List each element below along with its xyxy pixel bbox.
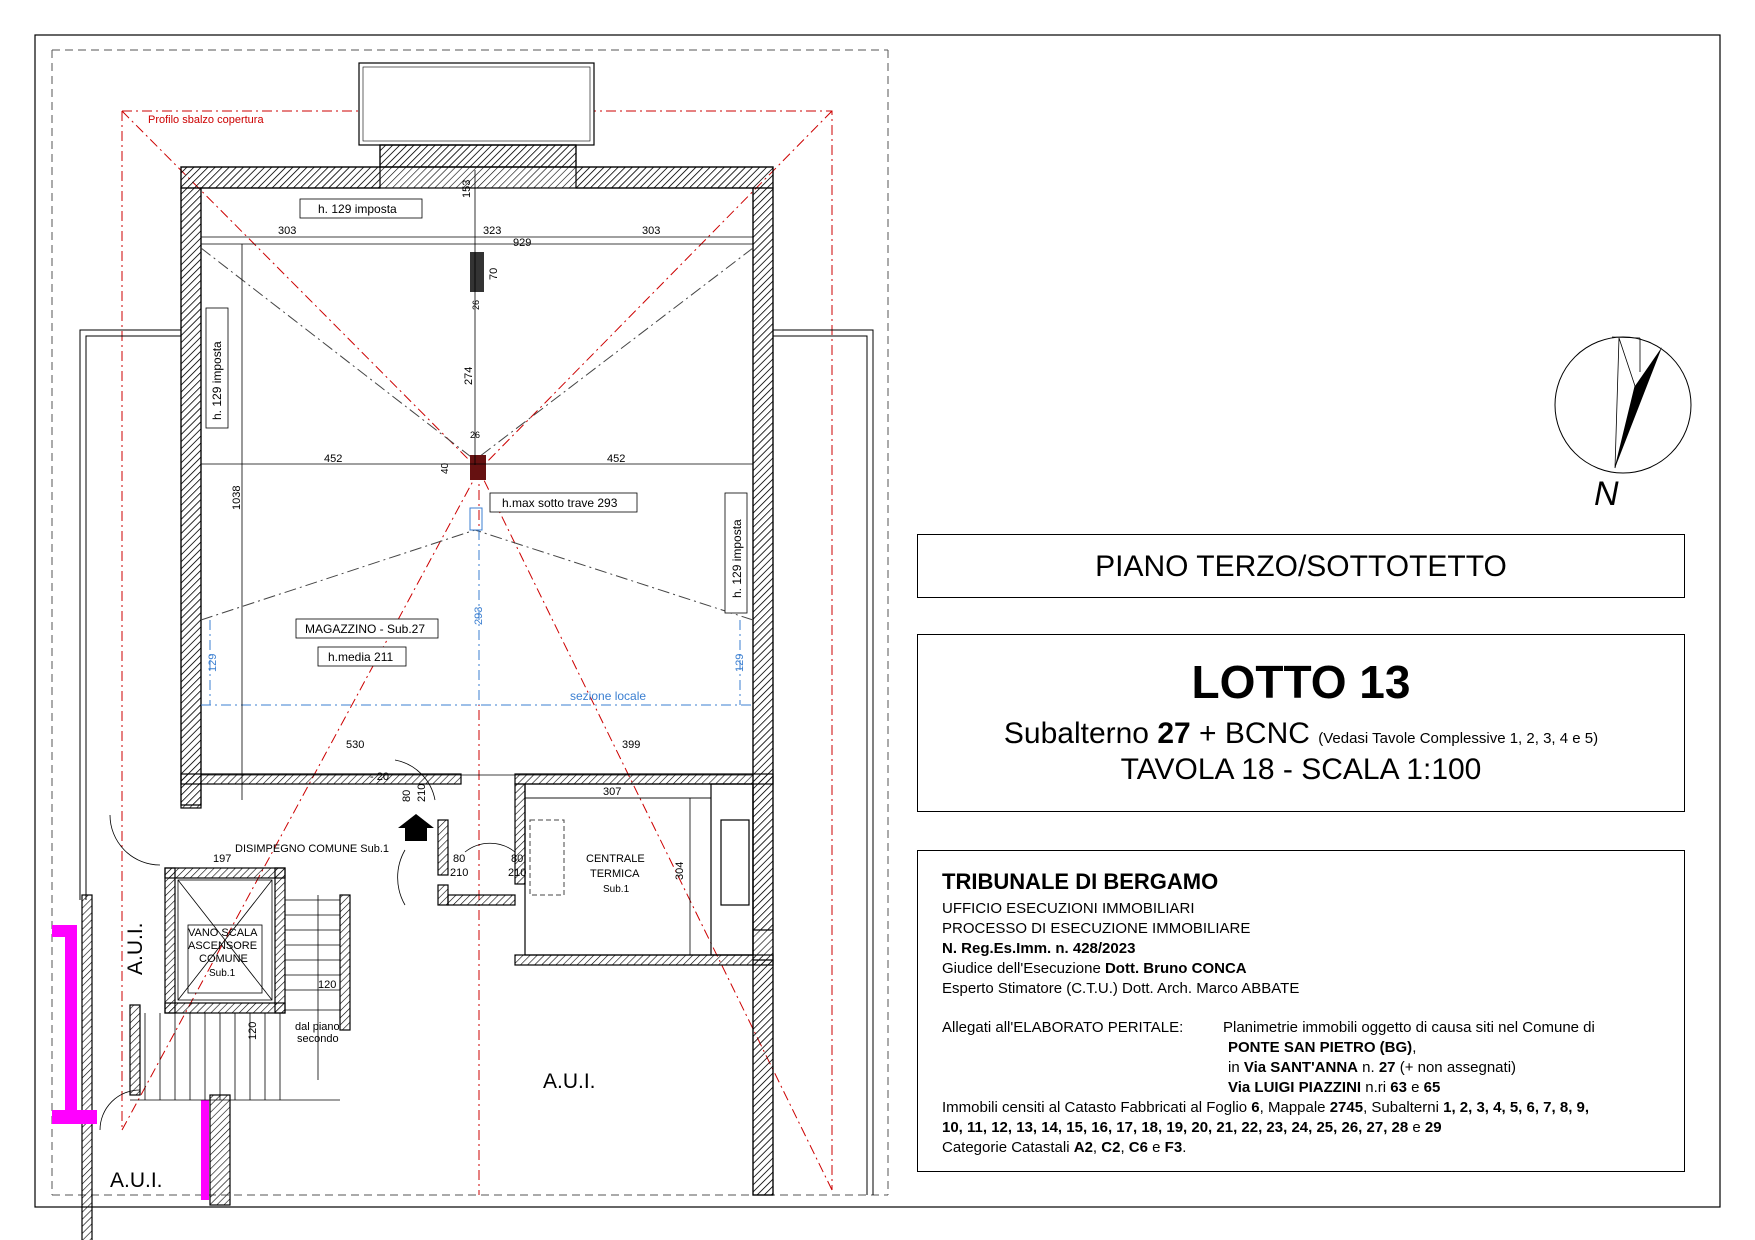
lot-box bbox=[917, 634, 1685, 812]
dim-452-left: 452 bbox=[324, 453, 343, 465]
door-80-a: 80 bbox=[401, 789, 413, 802]
label-stair-4: Sub.1 bbox=[209, 968, 236, 979]
door-210-c: 210 bbox=[508, 867, 527, 879]
table-scale: TAVOLA 18 - SCALA 1:100 bbox=[1120, 753, 1482, 786]
label-from-2: secondo bbox=[297, 1033, 339, 1045]
cadastre-map: 2745 bbox=[1329, 1099, 1364, 1116]
court-expert: Esperto Stimatore (C.T.U.) Dott. Arch. Marco ABBATE bbox=[942, 980, 1300, 997]
street1-num: 27 bbox=[1378, 1059, 1396, 1076]
door-210-b: 210 bbox=[450, 867, 469, 879]
label-h129-left: h. 129 imposta bbox=[210, 341, 224, 420]
annex-street-1 bbox=[1228, 1059, 1516, 1076]
town: PONTE SAN PIETRO (BG) bbox=[1228, 1039, 1413, 1056]
dim-120-vertical: 120 bbox=[247, 1021, 259, 1040]
chimney-lower bbox=[470, 455, 486, 480]
label-stair-2: ASCENSORE bbox=[188, 940, 258, 952]
balcony bbox=[359, 63, 594, 145]
label-section: sezione locale bbox=[570, 689, 647, 703]
door-80-c: 80 bbox=[511, 853, 524, 865]
cadastre-subs-and: e bbox=[1408, 1119, 1425, 1136]
judge-label: Giudice dell'Esecuzione bbox=[942, 960, 1105, 977]
dim-26-top: 26 bbox=[471, 299, 481, 310]
chimney-upper bbox=[470, 252, 484, 292]
label-h129-top: h. 129 imposta bbox=[318, 202, 397, 216]
annex-street-2 bbox=[1228, 1079, 1440, 1096]
judge-name: Dott. Bruno CONCA bbox=[1104, 960, 1247, 977]
cat-comma-2: , bbox=[1120, 1139, 1129, 1156]
label-thermal-2: TERMICA bbox=[590, 868, 640, 880]
dim-40: 40 bbox=[440, 462, 451, 474]
dim-70: 70 bbox=[488, 267, 500, 280]
label-room: MAGAZZINO - Sub.27 bbox=[305, 622, 426, 636]
dim-303-right: 303 bbox=[642, 225, 661, 237]
dim-323: 323 bbox=[483, 225, 502, 237]
street1-mid: n. bbox=[1357, 1059, 1379, 1076]
cat-1: A2 bbox=[1073, 1139, 1093, 1156]
dim-274: 274 bbox=[463, 366, 475, 385]
lot-title: LOTTO 13 bbox=[1191, 656, 1411, 708]
thermal-fixture bbox=[530, 820, 564, 895]
dim-929: 929 bbox=[513, 237, 532, 249]
court-process: PROCESSO DI ESECUZIONE IMMOBILIARE bbox=[942, 920, 1251, 937]
dim-303-left: 303 bbox=[278, 225, 297, 237]
sub-note: (Vedasi Tavole Complessive 1, 2, 3, 4 e 5) bbox=[1318, 730, 1599, 747]
label-stair-1: VANO SCALA bbox=[188, 927, 258, 939]
door-210-a: 210 bbox=[416, 783, 428, 802]
street1-pre: in bbox=[1228, 1059, 1244, 1076]
street1: Via SANT'ANNA bbox=[1243, 1059, 1358, 1076]
dim-153: 153 bbox=[461, 179, 473, 198]
cat-2: C2 bbox=[1101, 1139, 1121, 1156]
cat-4: F3 bbox=[1164, 1139, 1183, 1156]
dim-120-horizontal: 120 bbox=[318, 979, 337, 991]
dim-129-right: 129 bbox=[734, 653, 746, 672]
annex-label: Allegati all'ELABORATO PERITALE: bbox=[942, 1019, 1184, 1036]
categories-line bbox=[942, 1139, 1186, 1156]
cat-pre: Categorie Catastali bbox=[942, 1139, 1074, 1156]
cadastre-pre: Immobili censiti al Catasto Fabbricati al Foglio bbox=[942, 1099, 1252, 1116]
cadastre-sub-label: , Subalterni bbox=[1363, 1099, 1444, 1116]
street2: Via LUIGI PIAZZINI bbox=[1228, 1079, 1362, 1096]
label-hmax: h.max sotto trave 293 bbox=[502, 496, 618, 510]
ridge-post bbox=[470, 508, 482, 530]
level-minus-20: - 20 bbox=[370, 771, 389, 783]
label-aui-right: A.U.I. bbox=[543, 1070, 596, 1093]
floor-title: PIANO TERZO/SOTTOTETTO bbox=[1095, 550, 1507, 583]
annex-text: Planimetrie immobili oggetto di causa siti nel Comune di bbox=[1223, 1019, 1595, 1036]
sub-suffix: + BCNC bbox=[1190, 717, 1319, 750]
street2-and: e bbox=[1406, 1079, 1424, 1096]
dim-307: 307 bbox=[603, 786, 622, 798]
dim-530: 530 bbox=[346, 739, 365, 751]
dim-293: 293 bbox=[473, 606, 485, 625]
dim-197: 197 bbox=[213, 853, 232, 865]
street1-post: (+ non assegnati) bbox=[1395, 1059, 1517, 1076]
label-thermal-3: Sub.1 bbox=[603, 884, 630, 895]
dim-26-bottom: 26 bbox=[470, 430, 481, 440]
cadastre-line-1 bbox=[942, 1099, 1589, 1116]
street2-num1: 63 bbox=[1390, 1079, 1407, 1096]
court-office: UFFICIO ESECUZIONI IMMOBILIARI bbox=[942, 900, 1195, 917]
cat-3: C6 bbox=[1128, 1139, 1148, 1156]
profile-note: Profilo sbalzo copertura bbox=[148, 114, 264, 126]
dim-129-left: 129 bbox=[207, 653, 219, 672]
sub-number: 27 bbox=[1157, 717, 1191, 750]
label-stair-3: COMUNE bbox=[199, 953, 248, 965]
sub-prefix: Subalterno bbox=[1003, 717, 1158, 750]
cat-and: e bbox=[1147, 1139, 1165, 1156]
entrance-arrow bbox=[398, 814, 434, 841]
label-h129-right: h. 129 imposta bbox=[730, 519, 744, 598]
street2-num2: 65 bbox=[1423, 1079, 1441, 1096]
court-box bbox=[917, 850, 1685, 1172]
label-corridor: DISIMPEGNO COMUNE Sub.1 bbox=[235, 843, 390, 855]
cadastre-line-2 bbox=[942, 1119, 1442, 1136]
cat-comma-1: , bbox=[1092, 1139, 1102, 1156]
cadastre-map-label: , Mappale bbox=[1259, 1099, 1330, 1116]
label-hmedia: h.media 211 bbox=[328, 650, 394, 664]
annex-town bbox=[1228, 1039, 1416, 1056]
label-from-1: dal piano bbox=[295, 1021, 340, 1033]
dim-452-right: 452 bbox=[607, 453, 626, 465]
street2-mid: n.ri bbox=[1361, 1079, 1391, 1096]
town-comma: , bbox=[1412, 1039, 1417, 1056]
court-name: TRIBUNALE DI BERGAMO bbox=[942, 869, 1219, 894]
court-judge bbox=[942, 960, 1247, 977]
roof-overhang-profile bbox=[122, 63, 832, 1195]
label-thermal-1: CENTRALE bbox=[586, 853, 645, 865]
lot-subtitle bbox=[918, 717, 1684, 751]
dim-1038: 1038 bbox=[231, 485, 243, 510]
cadastre-subs-1: 1, 2, 3, 4, 5, 6, 7, 8, 9, bbox=[1443, 1099, 1590, 1116]
door-80-b: 80 bbox=[453, 853, 466, 865]
floor-title-box bbox=[917, 534, 1685, 598]
building-walls bbox=[82, 145, 773, 1240]
dim-399: 399 bbox=[622, 739, 641, 751]
cadastre-subs-2: 10, 11, 12, 13, 14, 15, 16, 17, 18, 19, 20, 21, 22, 23, 24, 25, 26, 27, 28 bbox=[942, 1119, 1409, 1136]
cadastre-subs-last: 29 bbox=[1424, 1119, 1442, 1136]
stair-lift bbox=[130, 880, 340, 1100]
label-aui-left: A.U.I. bbox=[124, 922, 147, 975]
dim-304: 304 bbox=[674, 861, 686, 880]
court-reg: N. Reg.Es.Imm. n. 428/2023 bbox=[942, 940, 1136, 957]
label-aui-bottom: A.U.I. bbox=[110, 1169, 163, 1192]
north-compass bbox=[1555, 337, 1691, 513]
compass-north-letter: N bbox=[1594, 475, 1619, 513]
cat-end: . bbox=[1182, 1139, 1187, 1156]
cadastre-sheet: 6 bbox=[1251, 1099, 1260, 1116]
